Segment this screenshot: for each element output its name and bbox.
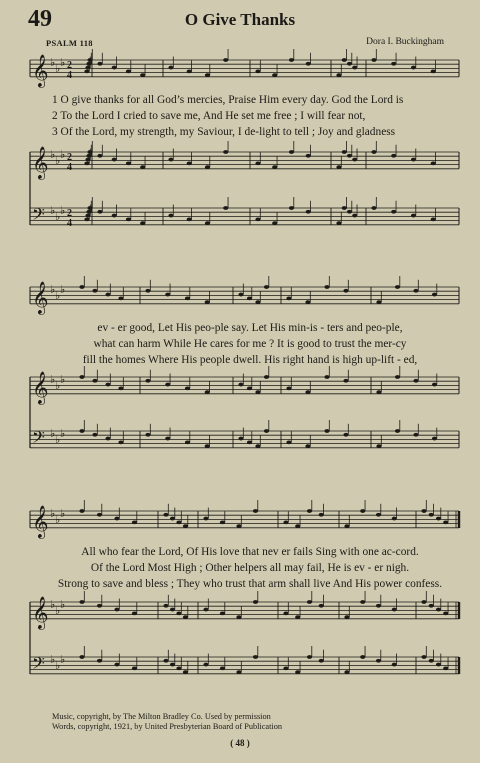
- note-head: [92, 379, 97, 383]
- lyric-line-verse-3: 3 Of the Lord, my strength, my Saviour, I de-light to tell ; Joy and gladness: [52, 126, 396, 138]
- flat-sign: ♭: [60, 598, 66, 611]
- bass-clef: 𝄢: [32, 426, 45, 451]
- note-head: [376, 604, 381, 608]
- flat-sign: ♭: [60, 507, 66, 520]
- note-head: [176, 611, 181, 615]
- note-head: [236, 524, 241, 528]
- note-head: [165, 383, 170, 387]
- hymn-number: 49: [28, 6, 52, 32]
- note-head: [105, 383, 110, 387]
- note-head: [176, 666, 181, 670]
- note-head: [371, 58, 376, 62]
- note-head: [238, 437, 243, 441]
- note-head: [432, 437, 437, 441]
- flat-sign: ♭: [55, 433, 61, 446]
- note-head: [165, 437, 170, 441]
- note-head: [286, 386, 291, 390]
- time-signature: 4: [67, 161, 72, 173]
- note-head: [286, 440, 291, 444]
- note-head: [255, 217, 260, 221]
- note-head: [395, 429, 400, 433]
- time-signature: 2: [67, 152, 72, 163]
- note-head: [360, 655, 365, 659]
- note-head: [347, 210, 352, 214]
- note-head: [443, 666, 448, 670]
- note-head: [85, 214, 90, 218]
- note-head: [431, 161, 436, 165]
- note-head: [436, 517, 441, 521]
- note-head: [236, 670, 241, 674]
- flat-sign: ♭: [50, 598, 56, 611]
- note-head: [392, 663, 397, 667]
- lyric-line-verse-3: fill the homes Where His people dwell. His right hand is high up-lift - ed,: [82, 354, 418, 366]
- note-head: [203, 608, 208, 612]
- note-head: [305, 300, 310, 304]
- note-head: [395, 285, 400, 289]
- note-head: [118, 440, 123, 444]
- note-head: [272, 221, 277, 225]
- note-head: [306, 62, 311, 66]
- note-head: [247, 296, 252, 300]
- note-head: [140, 221, 145, 225]
- note-head: [305, 390, 310, 394]
- note-head: [220, 666, 225, 670]
- note-head: [170, 608, 175, 612]
- note-head: [429, 604, 434, 608]
- time-signature: 4: [67, 217, 72, 229]
- note-head: [347, 62, 352, 66]
- note-head: [238, 383, 243, 387]
- time-signature: 2: [67, 208, 72, 219]
- note-head: [187, 161, 192, 165]
- note-head: [165, 293, 170, 297]
- note-head: [183, 524, 188, 528]
- lyric-line-verse-2: 2 To the Lord I cried to save me, And He set me free ; I will fear not,: [52, 110, 366, 122]
- note-head: [145, 289, 150, 293]
- note-head: [112, 66, 117, 70]
- note-head: [255, 444, 260, 448]
- note-head: [140, 165, 145, 169]
- note-head: [114, 608, 119, 612]
- note-head: [371, 206, 376, 210]
- note-head: [185, 296, 190, 300]
- flat-sign: ♭: [55, 210, 61, 223]
- flat-sign: ♭: [50, 283, 56, 296]
- note-head: [205, 221, 210, 225]
- note-head: [145, 379, 150, 383]
- note-head: [413, 433, 418, 437]
- lyric-line-verse-2: what can harm While He cares for me ? It is good to trust the mer-cy: [93, 338, 407, 350]
- note-head: [344, 524, 349, 528]
- note-head: [114, 663, 119, 667]
- note-head: [352, 214, 357, 218]
- note-head: [411, 158, 416, 162]
- note-head: [170, 517, 175, 521]
- note-head: [283, 520, 288, 524]
- note-head: [376, 300, 381, 304]
- note-head: [429, 513, 434, 517]
- note-head: [203, 517, 208, 521]
- note-head: [376, 513, 381, 517]
- note-head: [413, 379, 418, 383]
- flat-sign: ♭: [55, 62, 61, 75]
- note-head: [391, 62, 396, 66]
- note-head: [283, 611, 288, 615]
- note-head: [187, 69, 192, 73]
- note-head: [92, 289, 97, 293]
- note-head: [421, 509, 426, 513]
- flat-sign: ♭: [55, 289, 61, 302]
- note-head: [264, 429, 269, 433]
- note-head: [272, 165, 277, 169]
- bass-clef: 𝄢: [32, 652, 45, 677]
- note-head: [307, 600, 312, 604]
- note-head: [84, 161, 89, 165]
- note-head: [203, 663, 208, 667]
- note-head: [289, 206, 294, 210]
- note-head: [347, 154, 352, 158]
- flat-sign: ♭: [60, 56, 66, 69]
- note-head: [255, 390, 260, 394]
- note-head: [79, 375, 84, 379]
- note-head: [436, 663, 441, 667]
- note-head: [168, 214, 173, 218]
- note-head: [371, 150, 376, 154]
- note-head: [319, 513, 324, 517]
- lyric-line-verse-1: 1 O give thanks for all God’s mercies, Praise Him every day. God the Lord is: [52, 94, 404, 106]
- note-head: [84, 69, 89, 73]
- note-head: [205, 165, 210, 169]
- note-head: [176, 520, 181, 524]
- flat-sign: ♭: [50, 427, 56, 440]
- note-head: [307, 509, 312, 513]
- note-head: [79, 600, 84, 604]
- flat-sign: ♭: [60, 653, 66, 666]
- note-head: [247, 440, 252, 444]
- note-head: [431, 69, 436, 73]
- note-head: [429, 659, 434, 663]
- note-head: [413, 289, 418, 293]
- note-head: [236, 615, 241, 619]
- note-head: [289, 150, 294, 154]
- note-head: [97, 154, 102, 158]
- note-head: [295, 615, 300, 619]
- note-head: [183, 615, 188, 619]
- note-head: [163, 513, 168, 517]
- note-head: [289, 58, 294, 62]
- note-head: [105, 437, 110, 441]
- note-head: [247, 386, 252, 390]
- note-head: [220, 520, 225, 524]
- note-head: [342, 58, 347, 62]
- flat-sign: ♭: [50, 373, 56, 386]
- note-head: [391, 210, 396, 214]
- flat-sign: ♭: [60, 204, 66, 217]
- lyric-line-verse-1: ev - er good, Let His peo-ple say. Let His min-is - ters and peo-ple,: [97, 322, 403, 334]
- note-head: [376, 659, 381, 663]
- note-head: [185, 440, 190, 444]
- note-head: [220, 611, 225, 615]
- note-head: [319, 604, 324, 608]
- note-head: [132, 666, 137, 670]
- copyright-notice: [52, 712, 282, 732]
- note-head: [79, 509, 84, 513]
- note-head: [205, 73, 210, 77]
- note-head: [342, 206, 347, 210]
- note-head: [112, 158, 117, 162]
- note-head: [145, 433, 150, 437]
- note-head: [163, 659, 168, 663]
- note-head: [306, 154, 311, 158]
- flat-sign: ♭: [55, 604, 61, 617]
- flat-sign: ♭: [50, 148, 56, 161]
- flat-sign: ♭: [55, 154, 61, 167]
- note-head: [376, 444, 381, 448]
- note-head: [79, 285, 84, 289]
- note-head: [336, 73, 341, 77]
- note-head: [126, 161, 131, 165]
- note-head: [105, 293, 110, 297]
- note-head: [205, 390, 210, 394]
- note-head: [132, 611, 137, 615]
- note-head: [344, 670, 349, 674]
- note-head: [411, 66, 416, 70]
- note-head: [126, 217, 131, 221]
- note-head: [360, 600, 365, 604]
- note-head: [84, 217, 89, 221]
- treble-clef: 𝄞: [32, 145, 49, 179]
- note-head: [114, 517, 119, 521]
- note-head: [118, 386, 123, 390]
- treble-clef: 𝄞: [32, 53, 49, 87]
- bass-clef: 𝄢: [32, 203, 45, 228]
- note-head: [436, 608, 441, 612]
- note-head: [295, 670, 300, 674]
- note-head: [421, 655, 426, 659]
- note-head: [421, 600, 426, 604]
- flat-sign: ♭: [50, 204, 56, 217]
- note-head: [185, 386, 190, 390]
- note-head: [97, 62, 102, 66]
- note-head: [392, 608, 397, 612]
- note-head: [336, 221, 341, 225]
- note-head: [253, 509, 258, 513]
- treble-clef: 𝄞: [32, 595, 49, 629]
- note-head: [112, 214, 117, 218]
- flat-sign: ♭: [50, 56, 56, 69]
- note-head: [324, 285, 329, 289]
- note-head: [295, 524, 300, 528]
- note-head: [183, 670, 188, 674]
- note-head: [376, 390, 381, 394]
- note-head: [319, 659, 324, 663]
- note-head: [223, 206, 228, 210]
- note-head: [395, 375, 400, 379]
- music-copyright: Music, copyright, by The Milton Bradley Co. Used by permission: [52, 712, 271, 721]
- note-head: [253, 600, 258, 604]
- note-head: [126, 69, 131, 73]
- lyric-line-verse-3: Strong to save and bless ; They who trust that arm shall live And His power confess.: [57, 578, 443, 590]
- note-head: [85, 158, 90, 162]
- note-head: [97, 513, 102, 517]
- author-credit: Dora I. Buckingham: [366, 37, 444, 47]
- flat-sign: ♭: [60, 373, 66, 386]
- note-head: [92, 433, 97, 437]
- note-head: [205, 444, 210, 448]
- note-head: [352, 66, 357, 70]
- note-head: [307, 655, 312, 659]
- words-copyright: Words, copyright, 1921, by United Presbyterian Board of Publication: [52, 722, 282, 731]
- note-head: [255, 161, 260, 165]
- flat-sign: ♭: [50, 507, 56, 520]
- note-head: [343, 433, 348, 437]
- note-head: [342, 150, 347, 154]
- note-head: [79, 429, 84, 433]
- note-head: [140, 73, 145, 77]
- note-head: [391, 154, 396, 158]
- note-head: [352, 158, 357, 162]
- flat-sign: ♭: [60, 283, 66, 296]
- note-head: [79, 655, 84, 659]
- time-signature: 2: [67, 60, 72, 71]
- note-head: [205, 300, 210, 304]
- note-head: [305, 444, 310, 448]
- flat-sign: ♭: [60, 148, 66, 161]
- note-head: [264, 375, 269, 379]
- treble-clef: 𝄞: [32, 504, 49, 538]
- flat-sign: ♭: [55, 513, 61, 526]
- note-head: [431, 217, 436, 221]
- hymn-title: O Give Thanks: [184, 10, 296, 29]
- flat-sign: ♭: [60, 427, 66, 440]
- note-head: [286, 296, 291, 300]
- note-head: [253, 655, 258, 659]
- note-head: [443, 611, 448, 615]
- note-head: [336, 165, 341, 169]
- scripture-source: PSALM 118: [46, 38, 93, 48]
- note-head: [118, 296, 123, 300]
- note-head: [187, 217, 192, 221]
- note-head: [255, 69, 260, 73]
- note-head: [97, 210, 102, 214]
- note-head: [443, 520, 448, 524]
- page-number: ( 48 ): [230, 738, 250, 748]
- note-head: [132, 520, 137, 524]
- note-head: [272, 73, 277, 77]
- note-head: [170, 663, 175, 667]
- note-head: [432, 293, 437, 297]
- note-head: [163, 604, 168, 608]
- flat-sign: ♭: [55, 659, 61, 672]
- flat-sign: ♭: [50, 653, 56, 666]
- note-head: [283, 666, 288, 670]
- note-head: [238, 293, 243, 297]
- note-head: [324, 375, 329, 379]
- note-head: [255, 300, 260, 304]
- note-head: [392, 517, 397, 521]
- note-head: [306, 210, 311, 214]
- note-head: [324, 429, 329, 433]
- note-head: [168, 66, 173, 70]
- flat-sign: ♭: [55, 379, 61, 392]
- note-head: [343, 289, 348, 293]
- treble-clef: 𝄞: [32, 370, 49, 404]
- note-head: [344, 615, 349, 619]
- note-head: [432, 383, 437, 387]
- note-head: [97, 604, 102, 608]
- lyric-line-verse-1: All who fear the Lord, Of His love that nev er fails Sing with one ac-cord.: [81, 546, 419, 558]
- note-head: [343, 379, 348, 383]
- treble-clef: 𝄞: [32, 280, 49, 314]
- time-signature: 4: [67, 69, 72, 81]
- note-head: [97, 659, 102, 663]
- note-head: [168, 158, 173, 162]
- note-head: [223, 150, 228, 154]
- note-head: [264, 285, 269, 289]
- note-head: [85, 66, 90, 70]
- note-head: [223, 58, 228, 62]
- note-head: [411, 214, 416, 218]
- note-head: [360, 509, 365, 513]
- lyric-line-verse-2: Of the Lord Most High ; Other helpers all may fail, He is ev - er nigh.: [90, 562, 410, 574]
